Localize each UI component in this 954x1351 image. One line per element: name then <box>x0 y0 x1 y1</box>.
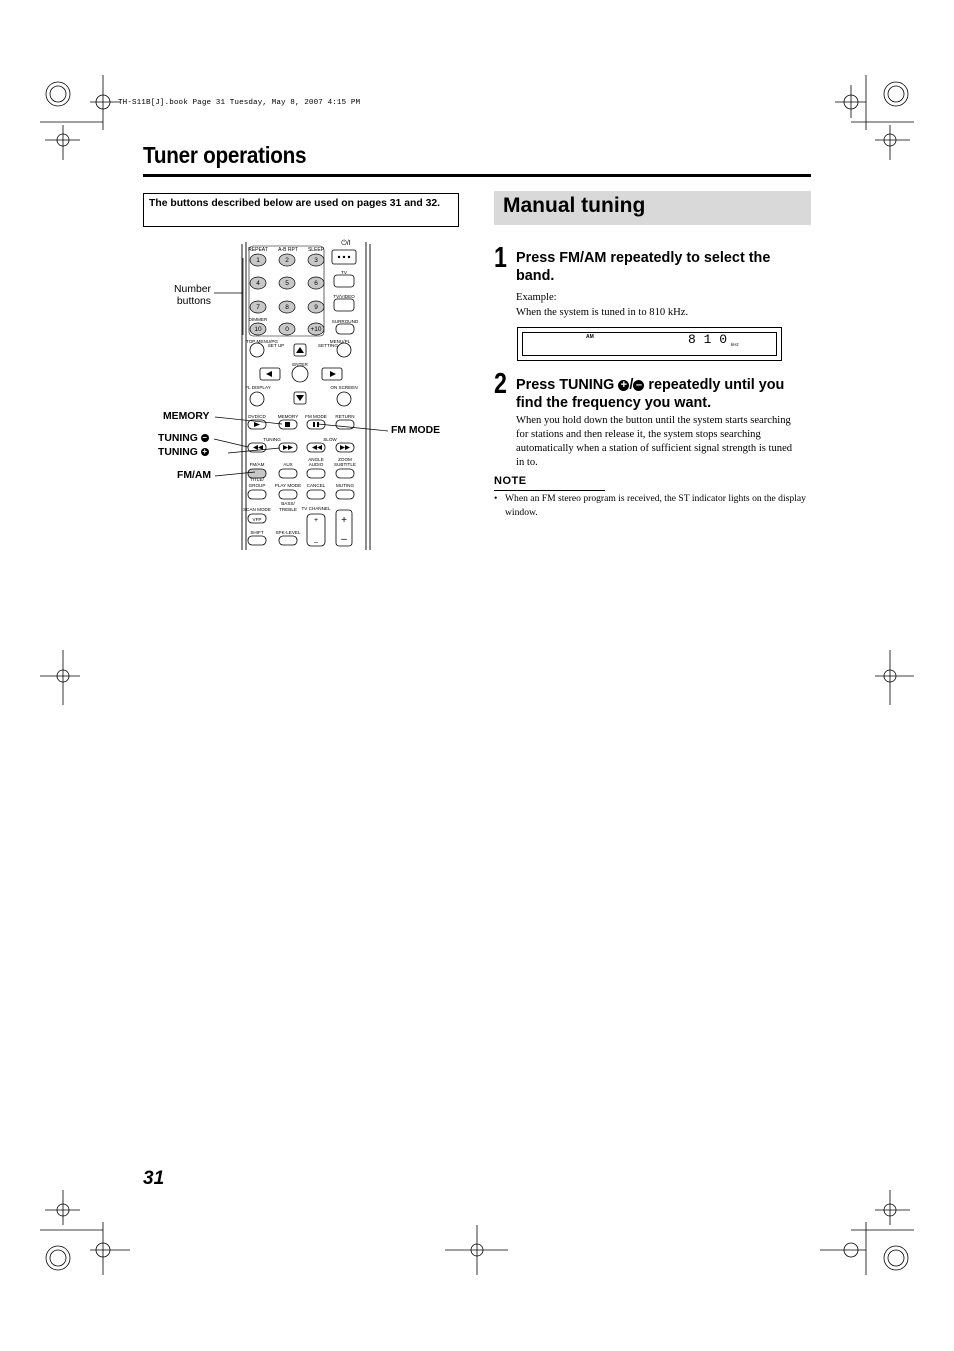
page-title: Tuner operations <box>143 142 307 168</box>
number-buttons-label: Number buttons <box>174 284 211 307</box>
minus-circle-icon: – <box>202 433 207 443</box>
svg-text:DIMMER: DIMMER <box>248 317 268 322</box>
svg-text:SET UP: SET UP <box>267 343 285 348</box>
tuning-plus-callout <box>158 447 209 458</box>
note-bullet: • When an FM stereo program is received, the ST indicator lights on the display window. <box>494 492 810 520</box>
tuning-plus-label: TUNING <box>158 447 198 458</box>
svg-text:FL DISPLAY: FL DISPLAY <box>245 385 271 390</box>
svg-text:VFP: VFP <box>252 517 262 522</box>
svg-text:TREBLE: TREBLE <box>279 507 297 512</box>
svg-text:TV CHANNEL: TV CHANNEL <box>301 506 331 511</box>
svg-text:TUNING: TUNING <box>263 437 281 442</box>
tuning-minus-callout <box>158 433 209 444</box>
note-heading: NOTE <box>494 475 527 487</box>
step-2-text-b: repeatedly until you find the frequency you want. <box>516 377 785 411</box>
svg-text:+10: +10 <box>310 326 322 333</box>
minus-circle-icon: – <box>633 380 644 391</box>
svg-text:ZOOM: ZOOM <box>338 457 352 462</box>
svg-text:MEMORY: MEMORY <box>277 414 299 419</box>
svg-text:TITLE/: TITLE/ <box>250 477 264 482</box>
svg-text:TOP MENU/PG: TOP MENU/PG <box>246 339 278 344</box>
sleep-label: SLEEP <box>307 247 325 253</box>
note-bullet-text: When an FM stereo program is received, the ST indicator lights on the display window. <box>505 493 806 518</box>
svg-text:4: 4 <box>256 280 260 287</box>
section-title: Manual tuning <box>503 194 646 217</box>
svg-text:SHIFT: SHIFT <box>250 530 264 535</box>
svg-text:+: + <box>341 515 347 526</box>
svg-text:MUTING: MUTING <box>335 483 355 488</box>
svg-text:7: 7 <box>256 304 260 311</box>
svg-text:1: 1 <box>256 257 260 264</box>
svg-text:ENTER: ENTER <box>292 362 308 367</box>
svg-text:MENU/PL: MENU/PL <box>329 339 351 344</box>
step-2-body: When you hold down the button until the system starts searching for stations and then release it, the system stops searching automatically when a station of sufficient signal strength is tuned in to. <box>516 415 793 468</box>
svg-text:SETTING: SETTING <box>318 343 338 348</box>
step-1-text: Press FM/AM repeatedly to select the band. <box>516 250 771 284</box>
file-header: TH-S11B[J].book Page 31 Tuesday, May 8, 2007 4:15 PM <box>118 99 361 107</box>
buttons-note-box: The buttons described below are used on pages 31 and 32. <box>143 193 459 227</box>
svg-text:DVD/CD: DVD/CD <box>248 414 266 419</box>
display-window <box>517 327 782 361</box>
tuning-minus-label: TUNING <box>158 433 198 444</box>
power-label: ⏻/I <box>341 240 351 247</box>
example-text: When the system is tuned in to 810 kHz. <box>516 307 689 318</box>
svg-text:9: 9 <box>314 304 318 311</box>
svg-text:PLAY MODE: PLAY MODE <box>274 483 302 488</box>
svg-text:SUBTITLE: SUBTITLE <box>334 462 356 467</box>
plus-circle-icon: + <box>202 447 208 457</box>
svg-text:10: 10 <box>254 326 262 333</box>
svg-text:AUDIO: AUDIO <box>308 462 324 467</box>
svg-text:TV: TV <box>341 270 347 275</box>
svg-text:5: 5 <box>285 280 289 287</box>
page-number: 31 <box>143 1168 165 1189</box>
memory-callout: MEMORY <box>163 411 210 422</box>
svg-text:SCAN MODE: SCAN MODE <box>243 507 271 512</box>
svg-text:SPK-LEVEL: SPK-LEVEL <box>275 530 301 535</box>
svg-text:BASS/: BASS/ <box>281 501 295 506</box>
step-2-number: 2 <box>494 368 507 400</box>
step-2-text: Press TUNING + / – repeatedly until you find the frequency you want. <box>516 377 785 411</box>
svg-text:TV/VIDEO: TV/VIDEO <box>333 294 355 299</box>
display-frequency: 8 1 0 <box>688 332 728 347</box>
step-2-text-a: Press TUNING <box>516 377 615 393</box>
svg-text:SLOW: SLOW <box>323 437 337 442</box>
svg-text:6: 6 <box>314 280 318 287</box>
plus-circle-icon: + <box>618 380 629 391</box>
step-1-number: 1 <box>494 242 507 274</box>
example-label: Example: <box>516 292 557 303</box>
svg-text:8: 8 <box>285 304 289 311</box>
svg-text:GROUP: GROUP <box>248 483 266 488</box>
svg-text:2: 2 <box>285 257 289 264</box>
svg-text:ON SCREEN: ON SCREEN <box>330 385 358 390</box>
display-band: AM <box>586 334 594 340</box>
ab-rpt-label: A-B RPT <box>278 247 298 253</box>
svg-text:3: 3 <box>314 257 318 264</box>
svg-text:ANGLE: ANGLE <box>308 457 324 462</box>
svg-text:–: – <box>314 539 318 546</box>
repeat-label: REPEAT <box>248 247 268 253</box>
svg-text:0: 0 <box>285 326 289 333</box>
svg-text:CANCEL: CANCEL <box>306 483 326 488</box>
display-unit: kHz <box>731 342 739 347</box>
svg-text:AUX: AUX <box>283 462 293 467</box>
fm-am-callout: FM/AM <box>177 470 212 481</box>
svg-text:SURROUND: SURROUND <box>331 319 359 324</box>
svg-text:–: – <box>341 534 347 545</box>
fm-mode-callout: FM MODE <box>391 425 441 436</box>
note-rule <box>494 490 605 491</box>
svg-text:+: + <box>313 517 319 524</box>
svg-text:FM MODE: FM MODE <box>305 414 327 419</box>
svg-text:RETURN: RETURN <box>335 414 355 419</box>
svg-text:FM/AM: FM/AM <box>249 462 265 467</box>
